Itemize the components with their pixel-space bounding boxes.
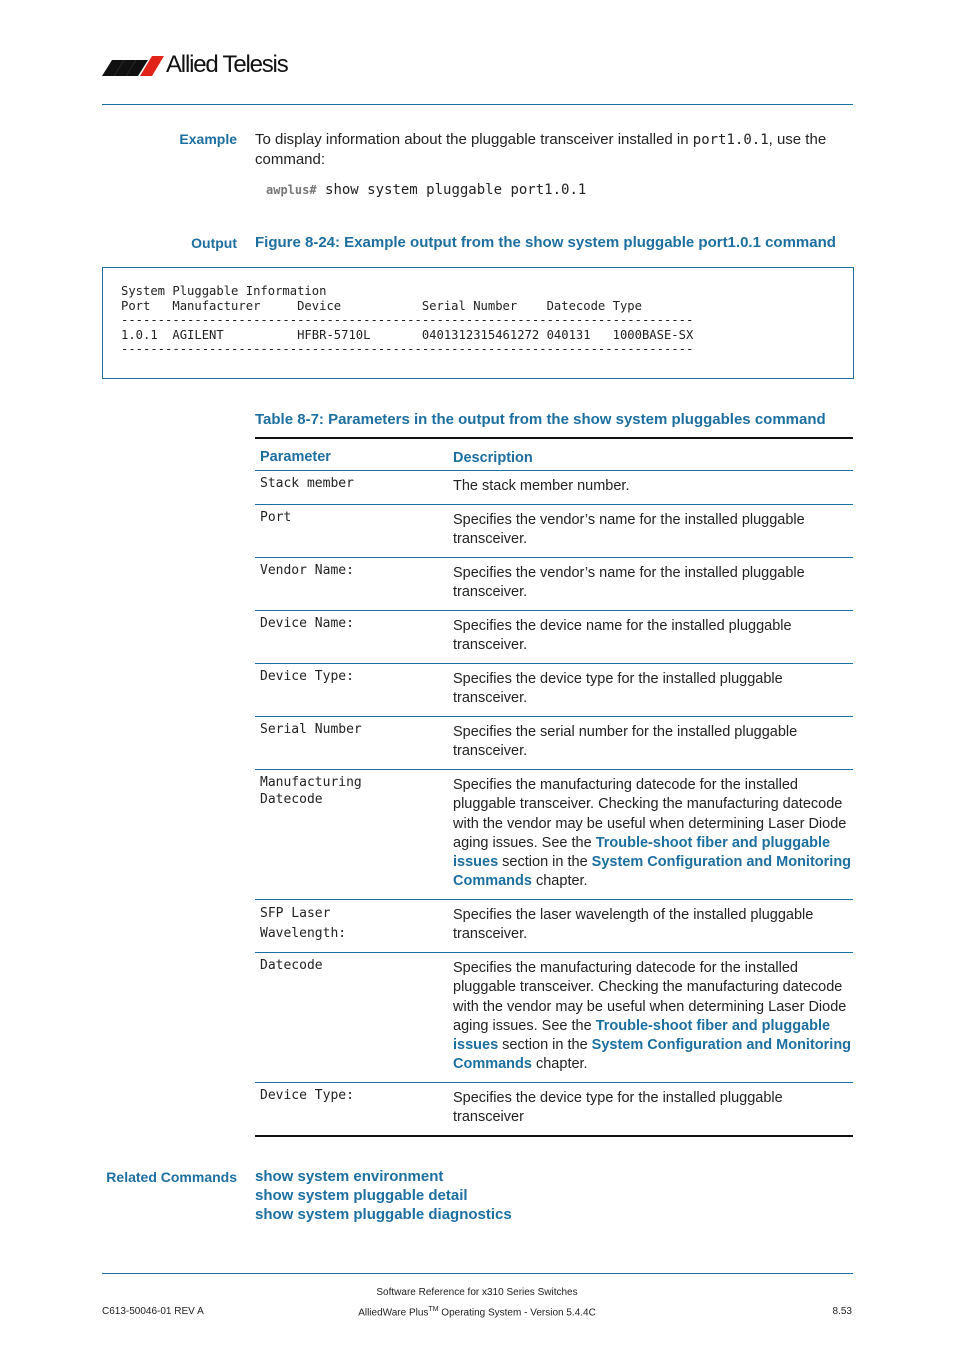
prompt: awplus# xyxy=(266,183,317,197)
output-line: System Pluggable Information xyxy=(121,284,327,298)
footer-os-version: AlliedWare Plus™ Operating System - Version 5.4.4C xyxy=(358,1306,596,1319)
table-header-row xyxy=(255,439,853,471)
footer-title: Software Reference for x310 Series Switches xyxy=(376,1287,578,1298)
example-text: To display information about the pluggable transceiver installed in port1.0.1, use the command: xyxy=(255,131,827,168)
table-row xyxy=(255,717,853,770)
column-header-description: Description xyxy=(453,450,533,466)
description-cell: Specifies the manufacturing datecode for the installed pluggable transceiver. Checking the manufacturing datecode with the vendor may be useful when determining Laser Diode aging issues. See the Trouble-shoot fiber and pluggable issues section in the System Configuration and Monitoring Commands chapter. xyxy=(453,777,852,890)
parameter-cell: Vendor Name: xyxy=(260,563,354,578)
system-config-link[interactable]: System Configuration and Monitoring Commands xyxy=(453,854,852,890)
troubleshoot-link[interactable]: Trouble-shoot fiber and pluggable issues xyxy=(453,834,831,871)
parameter-cell: Device Type: xyxy=(260,669,354,684)
command-line xyxy=(266,182,586,198)
table-row xyxy=(255,770,853,900)
column-header-parameter: Parameter xyxy=(260,449,331,465)
document-id: C613-50046-01 REV A xyxy=(102,1306,204,1317)
table-row xyxy=(255,558,853,611)
table-row xyxy=(255,953,853,1083)
description-cell: Specifies the manufacturing datecode for the installed pluggable transceiver. Checking the manufacturing datecode with the vendor may be useful when determining Laser Diode aging issues. See the Trouble-shoot fiber and pluggable issues section in the System Configuration and Monitoring Commands chapter. xyxy=(453,960,852,1073)
description-cell: Specifies the vendor’s name for the installed pluggable transceiver. xyxy=(453,512,805,548)
table-row xyxy=(255,664,853,717)
output-box xyxy=(102,267,854,379)
related-link-pluggable-detail[interactable]: show system pluggable detail xyxy=(255,1187,468,1204)
parameter-cell: Port xyxy=(260,510,292,525)
logo-text: Allied Telesis xyxy=(166,51,288,78)
example-label: Example xyxy=(179,131,237,147)
parameter-cell: Serial Number xyxy=(260,722,362,737)
page-number: 8.53 xyxy=(832,1306,852,1317)
output-line: Port Manufacturer Device Serial Number Datecode Type xyxy=(121,298,642,313)
figure-title: Figure 8-24: Example output from the show system pluggable port1.0.1 command xyxy=(255,234,836,251)
command: show system pluggable port1.0.1 xyxy=(325,182,587,198)
output-text xyxy=(121,284,693,357)
parameter-cell: Manufacturing Datecode xyxy=(260,775,362,807)
parameter-cell: Datecode xyxy=(260,958,323,973)
description-cell: Specifies the vendor’s name for the installed pluggable transceiver. xyxy=(453,565,805,601)
table-row xyxy=(255,471,853,505)
table-row xyxy=(255,1083,853,1135)
table-row xyxy=(255,611,853,664)
table-row xyxy=(255,900,853,953)
table-bottom-rule xyxy=(255,1135,853,1137)
output-label: Output xyxy=(191,235,237,251)
description-cell: Specifies the device type for the installed pluggable transceiver. xyxy=(453,671,783,707)
description-cell: Specifies the serial number for the installed pluggable transceiver. xyxy=(453,724,798,760)
related-link-pluggable-diagnostics[interactable]: show system pluggable diagnostics xyxy=(255,1206,512,1223)
troubleshoot-link[interactable]: Trouble-shoot fiber and pluggable issues xyxy=(453,1017,831,1054)
allied-telesis-logo xyxy=(102,50,302,80)
related-commands-label: Related Commands xyxy=(106,1169,237,1185)
footer-rule xyxy=(102,1273,853,1274)
output-line: 1.0.1 AGILENT HFBR-5710L 0401312315461272 040131 1000BASE-SX xyxy=(121,327,694,342)
header-rule xyxy=(102,104,853,105)
description-cell: Specifies the device type for the installed pluggable transceiver xyxy=(453,1090,783,1126)
parameter-cell: Device Type: xyxy=(260,1088,354,1103)
output-line: ------------------------------------------------------------------------------ xyxy=(121,342,694,356)
parameter-cell: Stack member xyxy=(260,476,354,491)
description-cell: The stack member number. xyxy=(453,478,630,494)
description-cell: Specifies the laser wavelength of the installed pluggable transceiver. xyxy=(453,907,814,943)
table-title: Table 8-7: Parameters in the output from the show system pluggables command xyxy=(255,411,826,428)
related-link-environment[interactable]: show system environment xyxy=(255,1168,444,1185)
parameter-cell: SFP Laser Wavelength: xyxy=(260,906,347,941)
description-cell: Specifies the device name for the installed pluggable transceiver. xyxy=(453,618,792,654)
parameter-cell: Device Name: xyxy=(260,616,354,631)
table-row xyxy=(255,505,853,558)
parameters-table xyxy=(255,437,853,1137)
output-line: ------------------------------------------------------------------------------ xyxy=(121,313,694,327)
system-config-link[interactable]: System Configuration and Monitoring Commands xyxy=(453,1037,852,1073)
logo-mark-icon xyxy=(102,54,164,78)
